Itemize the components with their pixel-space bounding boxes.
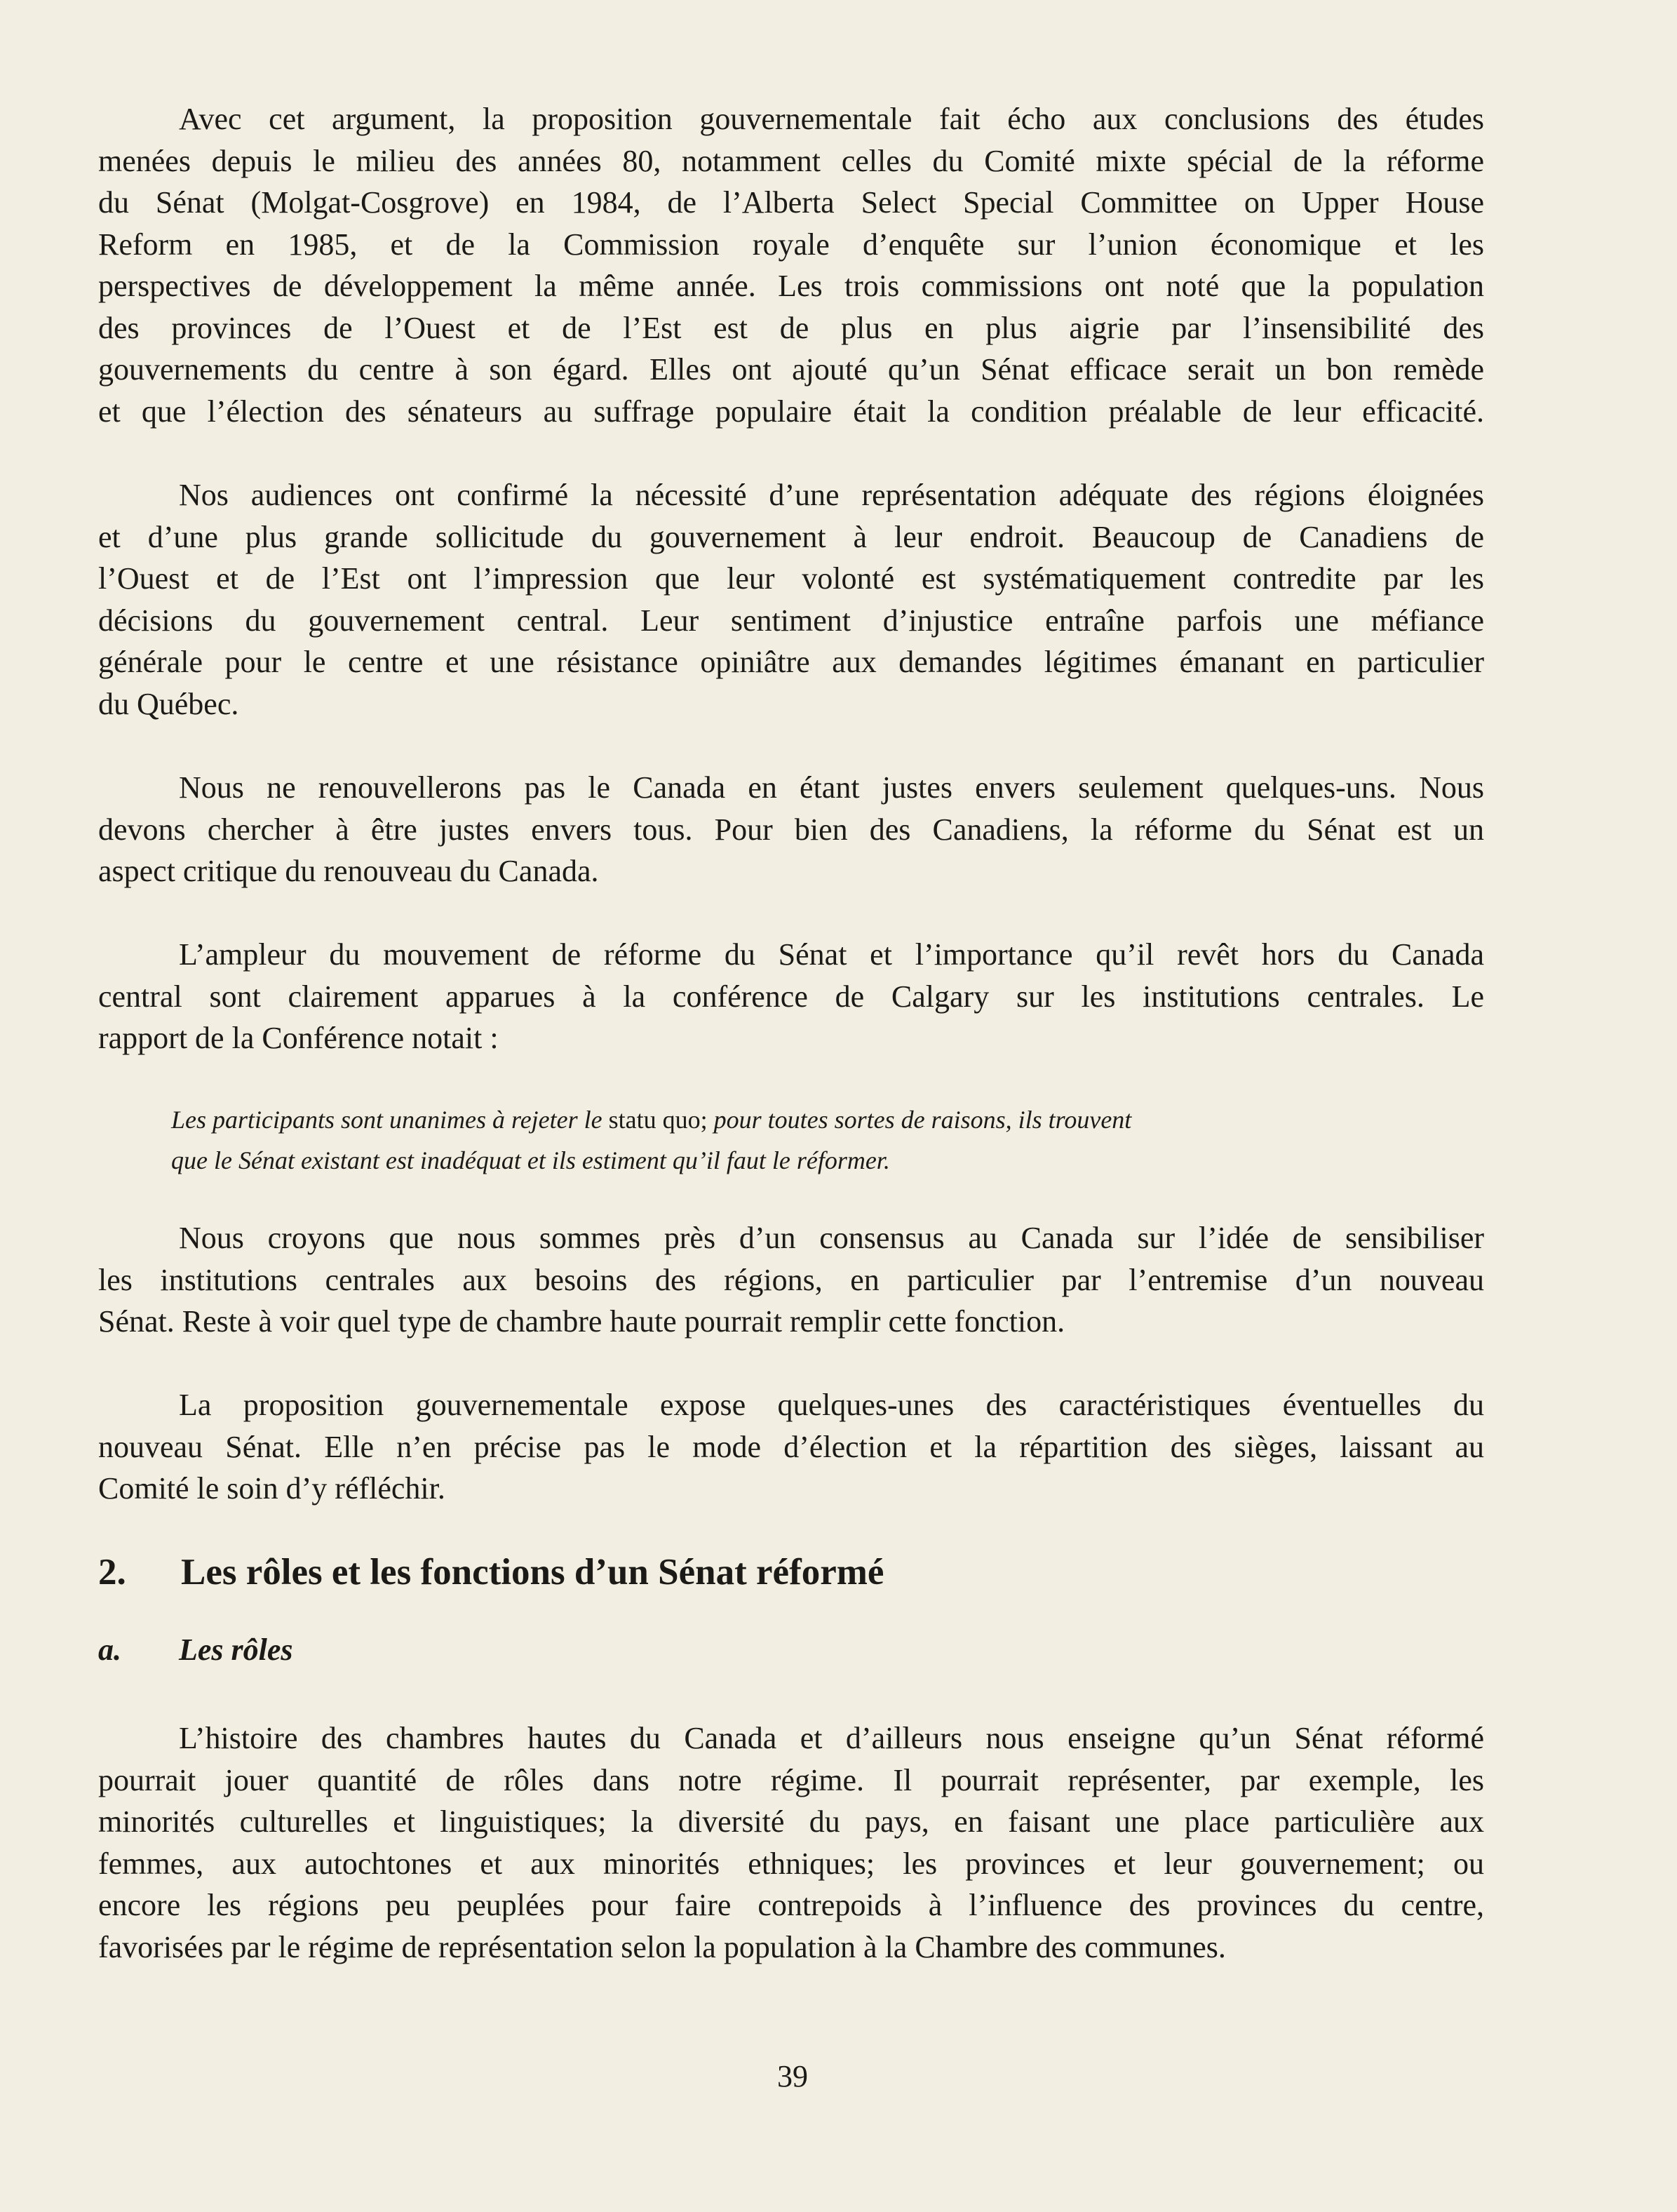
paragraph-line: L’histoire des chambres hautes du Canada et d’ailleurs nous enseigne qu’un Sénat réformé <box>179 1721 1484 1755</box>
section-heading <box>98 1549 884 1595</box>
paragraph-7 <box>98 1717 1484 1968</box>
paragraph-line: central sont clairement apparues à la conférence de Calgary sur les institutions centrales. Le <box>98 979 1484 1014</box>
paragraph-line: pourrait jouer quantité de rôles dans notre régime. Il pourrait représenter, par exemple, les <box>98 1762 1484 1797</box>
page-number: 39 <box>777 2059 808 2093</box>
paragraph-line: perspectives de développement la même année. Les trois commissions ont noté que la population <box>98 269 1484 303</box>
paragraph-line: nouveau Sénat. Elle n’en précise pas le mode d’élection et la répartition des sièges, laissant au <box>98 1429 1484 1464</box>
paragraph-3 <box>98 767 1484 892</box>
section-title: Les rôles et les fonctions d’un Sénat réformé <box>181 1552 884 1593</box>
paragraph-line: favorisées par le régime de représentation selon la population à la Chambre des communes. <box>98 1929 1226 1964</box>
paragraph-line: des provinces de l’Ouest et de l’Est est de plus en plus aigrie par l’insensibilité des <box>98 310 1484 345</box>
paragraph-6 <box>98 1384 1484 1510</box>
paragraph-line: minorités culturelles et linguistiques; la diversité du pays, en faisant une place particulière aux <box>98 1804 1484 1839</box>
subsection-heading <box>98 1629 293 1671</box>
paragraph-line: femmes, aux autochtones et aux minorités ethniques; les provinces et leur gouvernement; ou <box>98 1846 1484 1881</box>
paragraph-4 <box>98 934 1484 1059</box>
paragraph-line: Comité le soin d’y réfléchir. <box>98 1471 445 1506</box>
paragraph-line: Avec cet argument, la proposition gouvernementale fait écho aux conclusions des études <box>179 102 1484 136</box>
paragraph-line: aspect critique du renouveau du Canada. <box>98 854 599 888</box>
paragraph-line: Nous croyons que nous sommes près d’un consensus au Canada sur l’idée de sensibiliser <box>179 1221 1484 1255</box>
block-quote <box>98 1099 1220 1181</box>
subsection-title: Les rôles <box>179 1633 293 1667</box>
paragraph-line: générale pour le centre et une résistance opiniâtre aux demandes légitimes émanant en particulier <box>98 645 1484 679</box>
subsection-letter: a. <box>98 1633 121 1667</box>
paragraph-line: rapport de la Conférence notait : <box>98 1021 499 1055</box>
paragraph-line: devons chercher à être justes envers tous. Pour bien des Canadiens, la réforme du Sénat est un <box>98 812 1484 847</box>
paragraph-line: Nos audiences ont confirmé la nécessité d’une représentation adéquate des régions éloignées <box>179 478 1484 512</box>
quote-text: pour toutes sortes de raisons, ils trouvent <box>707 1106 1132 1134</box>
paragraph-line: décisions du gouvernement central. Leur sentiment d’injustice entraîne parfois une méfiance <box>98 603 1484 638</box>
paragraph-5 <box>98 1217 1484 1343</box>
paragraph-line: encore les régions peu peuplées pour faire contrepoids à l’influence des provinces du centre, <box>98 1888 1484 1922</box>
paragraph-line: Reform en 1985, et de la Commission royale d’enquête sur l’union économique et les <box>98 227 1484 262</box>
paragraph-line: du Sénat (Molgat-Cosgrove) en 1984, de l’Alberta Select Special Committee on Upper House <box>98 185 1484 220</box>
paragraph-line: menées depuis le milieu des années 80, notamment celles du Comité mixte spécial de la réforme <box>98 143 1484 178</box>
paragraph-line: et d’une plus grande sollicitude du gouvernement à leur endroit. Beaucoup de Canadiens de <box>98 519 1484 554</box>
paragraph-2 <box>98 474 1484 725</box>
paragraph-line: et que l’élection des sénateurs au suffrage populaire était la condition préalable de leur efficacité. <box>98 394 1484 429</box>
paragraph-line: Sénat. Reste à voir quel type de chambre haute pourrait remplir cette fonction. <box>98 1304 1065 1339</box>
quote-text: Les participants sont unanimes à rejeter le <box>171 1106 609 1134</box>
paragraph-line: gouvernements du centre à son égard. Elles ont ajouté qu’un Sénat efficace serait un bon remède <box>98 352 1484 387</box>
paragraph-line: La proposition gouvernementale expose quelques-unes des caractéristiques éventuelles du <box>179 1388 1484 1422</box>
quote-line: que le Sénat existant est inadéquat et ils estiment qu’il faut le réformer. <box>171 1146 890 1174</box>
quote-latin-term: statu quo; <box>608 1106 708 1134</box>
quote-line <box>171 1099 1220 1140</box>
section-number: 2. <box>98 1552 126 1593</box>
paragraph-line: Nous ne renouvellerons pas le Canada en étant justes envers seulement quelques-uns. Nous <box>179 770 1484 805</box>
paragraph-line: L’ampleur du mouvement de réforme du Sénat et l’importance qu’il revêt hors du Canada <box>179 937 1484 972</box>
paragraph-line: l’Ouest et de l’Est ont l’impression que leur volonté est systématiquement contredite par les <box>98 561 1484 596</box>
paragraph-line: du Québec. <box>98 686 239 721</box>
paragraph-1 <box>98 98 1484 432</box>
paragraph-line: les institutions centrales aux besoins des régions, en particulier par l’entremise d’un nouveau <box>98 1262 1484 1297</box>
